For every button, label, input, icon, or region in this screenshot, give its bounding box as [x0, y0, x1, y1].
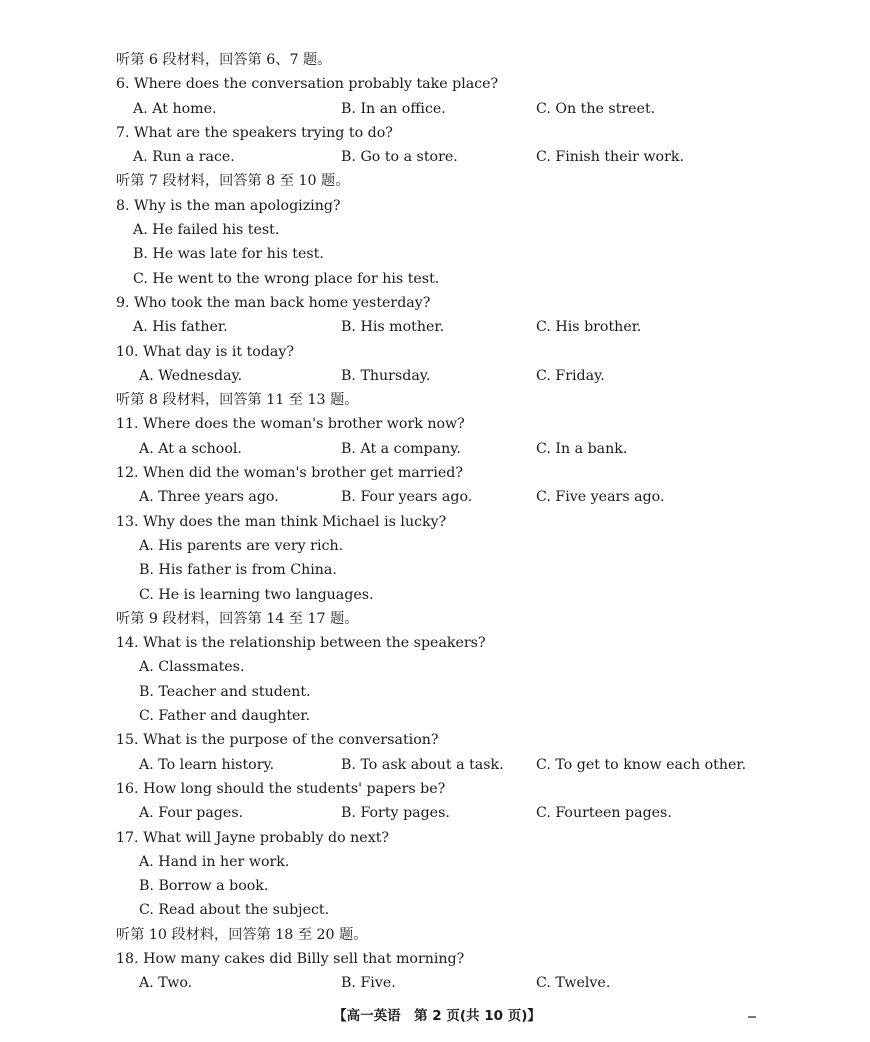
answer-option: B. Teacher and student.	[139, 683, 311, 700]
question-text: 12. When did the woman's brother get married?	[116, 465, 463, 482]
answer-option: A. Four pages.	[139, 805, 244, 822]
answer-option-row	[0, 437, 870, 461]
question-text: 8. Why is the man apologizing?	[116, 197, 341, 214]
question-text: 14. What is the relationship between the speakers?	[116, 635, 486, 652]
question-text: 10. What day is it today?	[116, 343, 295, 360]
answer-option: C. Read about the subject.	[139, 902, 330, 919]
exam-page-content	[0, 48, 870, 996]
answer-option: A. At a school.	[139, 440, 242, 457]
answer-option: B. Borrow a book.	[139, 878, 269, 895]
section-heading: 听第 8 段材料，回答第 11 至 13 题。	[116, 392, 359, 409]
question-text: 9. Who took the man back home yesterday?	[116, 294, 431, 311]
question-text: 6. Where does the conversation probably take place?	[116, 76, 499, 93]
answer-option: A. His father.	[133, 319, 228, 336]
answer-option: B. At a company.	[341, 440, 461, 457]
answer-option: A. Two.	[139, 975, 193, 992]
question-text: 11. Where does the woman's brother work now?	[116, 416, 465, 433]
page-footer	[0, 1004, 870, 1024]
answer-option-row	[0, 315, 870, 339]
answer-option: A. Classmates.	[139, 659, 245, 676]
answer-option-row	[0, 364, 870, 388]
question-text: 17. What will Jayne probably do next?	[116, 829, 389, 846]
answer-option-row	[0, 485, 870, 509]
answer-option: A. Three years ago.	[139, 489, 279, 506]
answer-option: A. Wednesday.	[139, 367, 243, 384]
question-text: 18. How many cakes did Billy sell that morning?	[116, 950, 465, 967]
answer-option: C. Finish their work.	[536, 149, 684, 166]
answer-option: B. In an office.	[341, 100, 446, 117]
answer-option-row	[0, 753, 870, 777]
answer-option: C. Friday.	[536, 367, 605, 384]
question-text: 13. Why does the man think Michael is lucky?	[116, 513, 447, 530]
answer-option: A. Run a race.	[133, 149, 235, 166]
answer-option: C. In a bank.	[536, 440, 628, 457]
answer-option: A. His parents are very rich.	[139, 537, 344, 554]
answer-option: B. His father is from China.	[139, 562, 337, 579]
section-heading: 听第 9 段材料，回答第 14 至 17 题。	[116, 610, 359, 627]
question-text: 15. What is the purpose of the conversation?	[116, 732, 439, 749]
answer-option: A. At home.	[133, 100, 217, 117]
section-heading: 听第 7 段材料，回答第 8 至 10 题。	[116, 173, 350, 190]
answer-option-row	[0, 145, 870, 169]
answer-option: C. On the street.	[536, 100, 656, 117]
answer-option: C. He is learning two languages.	[139, 586, 374, 603]
answer-option: A. To learn history.	[139, 756, 275, 773]
answer-option: C. Fourteen pages.	[536, 805, 672, 822]
answer-option: B. Four years ago.	[341, 489, 473, 506]
answer-option: B. Five.	[341, 975, 396, 992]
section-heading: 听第 10 段材料，回答第 18 至 20 题。	[116, 926, 368, 943]
answer-option: C. His brother.	[536, 319, 642, 336]
answer-option-row	[0, 97, 870, 121]
answer-option: B. Thursday.	[341, 367, 431, 384]
answer-option: C. Twelve.	[536, 975, 611, 992]
answer-option: A. He failed his test.	[133, 222, 280, 239]
page-footer-text: 【高一英语 第 2 页(共 10 页)】	[333, 1008, 541, 1024]
answer-option: C. To get to know each other.	[536, 756, 747, 773]
section-heading: 听第 6 段材料，回答第 6、7 题。	[116, 52, 332, 68]
answer-option: C. Five years ago.	[536, 489, 665, 506]
answer-option-row	[0, 971, 870, 995]
answer-option: B. He was late for his test.	[133, 246, 324, 263]
answer-option: B. His mother.	[341, 319, 445, 336]
answer-option-row	[0, 801, 870, 825]
question-text: 7. What are the speakers trying to do?	[116, 124, 393, 141]
answer-option: A. Hand in her work.	[139, 853, 290, 870]
scan-mark	[748, 1016, 756, 1018]
answer-option: B. To ask about a task.	[341, 756, 504, 773]
question-text: 16. How long should the students' papers be?	[116, 780, 446, 797]
answer-option: C. Father and daughter.	[139, 708, 311, 725]
answer-option: B. Forty pages.	[341, 805, 450, 822]
answer-option: C. He went to the wrong place for his test.	[133, 270, 440, 287]
answer-option: B. Go to a store.	[341, 149, 458, 166]
